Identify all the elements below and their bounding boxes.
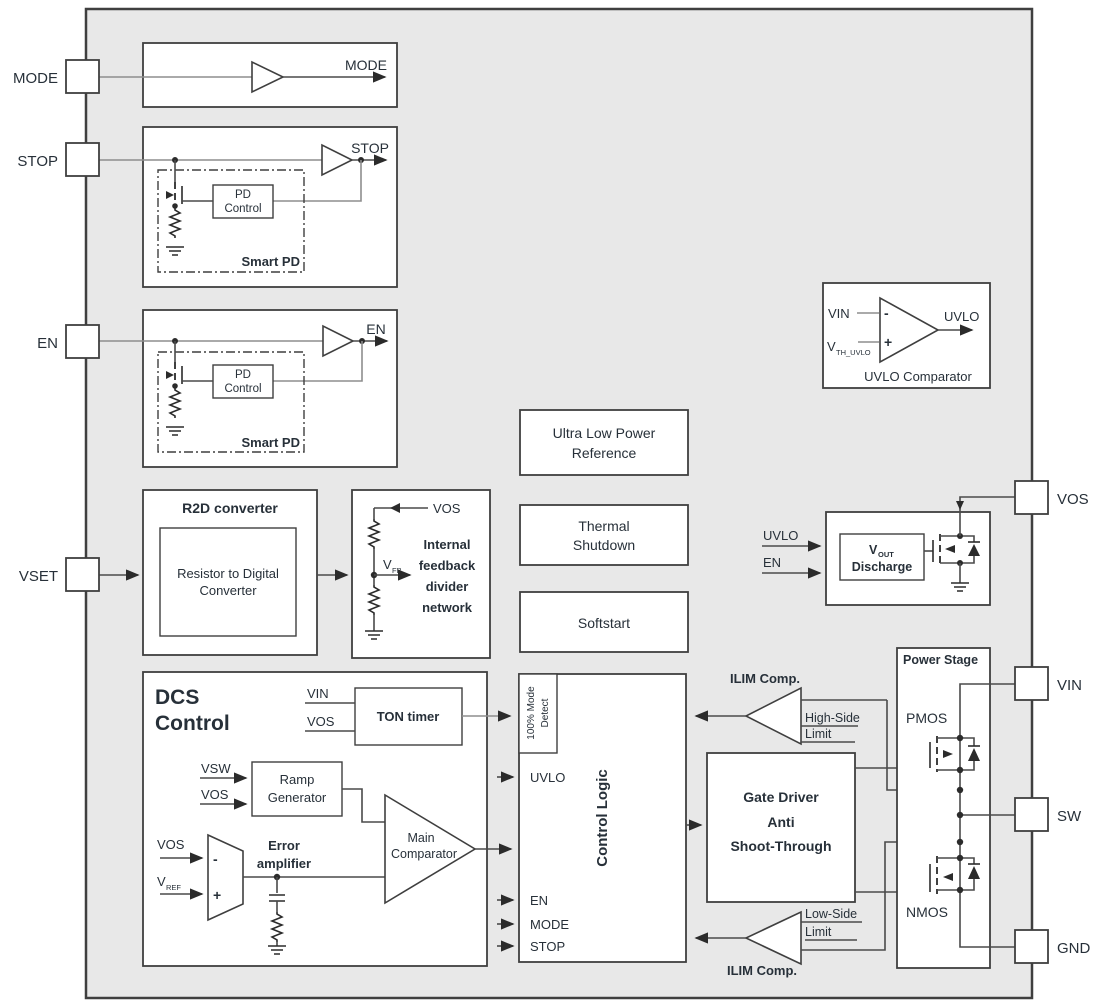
feedback-vos-label: VOS — [433, 501, 461, 516]
plus-sign: + — [884, 334, 893, 350]
dcs-title: DCS — [155, 686, 200, 709]
control-logic-block — [497, 674, 701, 962]
reference-box — [520, 410, 688, 475]
feedback-title: network — [422, 600, 472, 615]
pin-stop — [66, 143, 99, 176]
error-amp-label: amplifier — [256, 856, 312, 871]
pd-control-label: Control — [224, 203, 262, 215]
gate-driver-label: Gate Driver — [743, 789, 819, 805]
gate-driver-label: Shoot-Through — [730, 838, 832, 854]
nmos-label: NMOS — [906, 904, 948, 920]
dcs-control-block — [143, 672, 511, 966]
dcs-title: Control — [155, 712, 230, 735]
pin-label-gnd: GND — [1057, 940, 1091, 957]
vout-subscript: OUT — [878, 550, 894, 559]
error-amp-icon — [208, 835, 243, 920]
r2d-title: R2D converter — [182, 500, 278, 516]
thermal-shutdown-block — [520, 505, 688, 565]
cl-stop-label: STOP — [530, 939, 566, 954]
pin-label-mode: MODE — [13, 70, 58, 87]
gate-driver-label: Anti — [767, 814, 795, 830]
pin-label-sw: SW — [1057, 808, 1082, 825]
ton-vos-label: VOS — [307, 714, 335, 729]
pin-mode — [66, 60, 99, 93]
ramp-vsw-label: VSW — [201, 761, 231, 776]
softstart-block — [520, 592, 688, 652]
uvlo-vth-label: V — [827, 339, 836, 354]
pin-label-vin: VIN — [1057, 677, 1083, 694]
pin-label-en: EN — [37, 335, 58, 352]
cl-uvlo-label: UVLO — [530, 770, 566, 785]
pin-vin — [1015, 667, 1048, 700]
low-side-limit-label: Limit — [805, 925, 832, 939]
uvlo-comparator-block — [823, 283, 990, 388]
pin-sw — [1015, 798, 1048, 831]
discharge-word: Discharge — [851, 560, 913, 574]
mode-detect-box — [519, 674, 557, 753]
pin-vos — [1015, 481, 1048, 514]
softstart-label: Softstart — [577, 615, 631, 631]
r2d-inner-label: Converter — [199, 583, 257, 598]
ramp-vos-label: VOS — [201, 787, 229, 802]
cl-mode-label: MODE — [530, 917, 569, 932]
power-stage-title: Power Stage — [903, 653, 979, 667]
mode-buffer-block — [99, 43, 397, 107]
vref-subscript: REF — [166, 883, 181, 892]
ramp-generator-box — [252, 762, 342, 816]
vout-label: V — [869, 543, 878, 557]
en-block — [99, 310, 397, 467]
mode-detect-label: Detect — [540, 698, 551, 728]
minus-sign: - — [884, 305, 889, 321]
ramp-label: Generator — [267, 790, 327, 805]
pin-label-stop: STOP — [17, 153, 58, 170]
smart-pd-caption: Smart PD — [241, 254, 300, 269]
ramp-label: Ramp — [279, 772, 315, 787]
error-amp-label: Error — [268, 838, 300, 853]
uvlo-output-label: UVLO — [944, 309, 980, 324]
thermal-label: Thermal — [578, 518, 630, 534]
control-logic-title: Control Logic — [594, 769, 611, 867]
pin-vset — [66, 558, 99, 591]
discharge-uvlo-label: UVLO — [763, 528, 799, 543]
pin-label-vos: VOS — [1057, 491, 1089, 508]
ilim-bottom-caption: ILIM Comp. — [726, 963, 798, 978]
pin-en — [66, 325, 99, 358]
reference-label: Reference — [571, 445, 637, 461]
uvlo-vin-label: VIN — [828, 306, 850, 321]
mode-detect-label: 100% Mode — [526, 686, 537, 740]
power-stage-box — [897, 648, 990, 968]
feedback-divider-block — [352, 490, 490, 658]
minus-sign: - — [213, 851, 218, 867]
plus-sign: + — [213, 887, 222, 903]
uvlo-comparator-caption: UVLO Comparator — [864, 369, 972, 384]
mode-output-label: MODE — [345, 57, 387, 73]
high-side-label: High-Side — [805, 711, 860, 725]
vfb-subscript: FB — [392, 566, 402, 575]
ilim-top-caption: ILIM Comp. — [729, 671, 801, 686]
feedback-title: feedback — [418, 558, 476, 573]
ton-vin-label: VIN — [307, 686, 329, 701]
high-side-limit-label: Limit — [805, 727, 832, 741]
cl-en-label: EN — [530, 893, 549, 908]
feedback-title: Internal — [423, 537, 471, 552]
ton-timer-label: TON timer — [376, 709, 440, 724]
r2d-inner-label: Resistor to Digital — [177, 566, 279, 581]
stop-block — [99, 127, 397, 287]
reference-label: Ultra Low Power — [552, 425, 656, 441]
thermal-box — [520, 505, 688, 565]
pd-control-label: PD — [235, 369, 251, 381]
uvlo-vth-subscript: TH_UVLO — [836, 348, 871, 357]
pin-label-vset: VSET — [18, 568, 58, 585]
en-output-label: EN — [366, 321, 386, 337]
vfb-label: V — [383, 557, 392, 572]
low-side-label: Low-Side — [805, 907, 858, 921]
pin-gnd — [1015, 930, 1048, 963]
main-comparator-label: Main — [407, 831, 435, 845]
reference-block — [520, 410, 688, 475]
pd-control-label: PD — [235, 189, 251, 201]
smart-pd-caption: Smart PD — [241, 435, 300, 450]
feedback-title: divider — [425, 579, 469, 594]
thermal-label: Shutdown — [572, 537, 636, 553]
pd-control-label: Control — [224, 383, 262, 395]
discharge-en-label: EN — [763, 555, 782, 570]
main-comparator-label: Comparator — [391, 847, 457, 861]
r2d-inner-box — [160, 528, 296, 636]
stop-output-label: STOP — [351, 140, 389, 156]
vref-label: V — [157, 874, 166, 889]
ea-vos-label: VOS — [157, 837, 185, 852]
pmos-label: PMOS — [906, 710, 948, 726]
